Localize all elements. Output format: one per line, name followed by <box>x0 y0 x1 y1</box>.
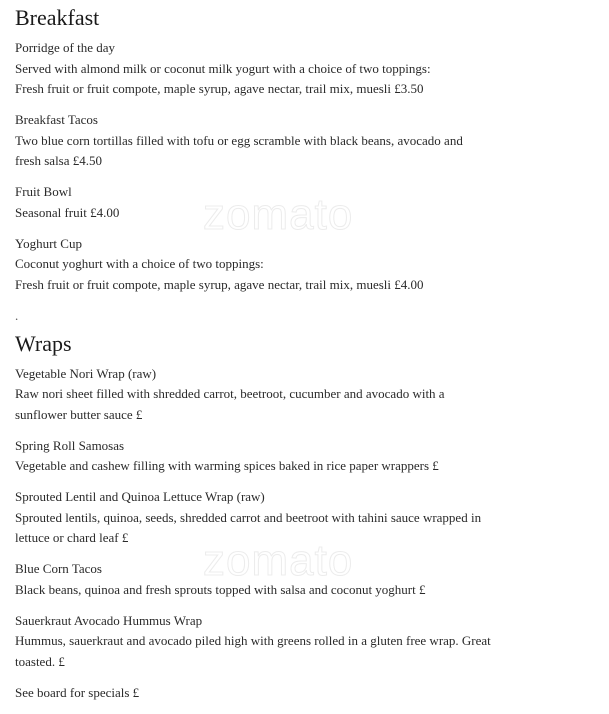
menu-item-name: Porridge of the day <box>15 40 116 55</box>
menu-item-name: Vegetable Nori Wrap (raw) <box>15 365 157 381</box>
menu-item <box>15 559 599 600</box>
menu-item-list <box>15 364 599 704</box>
menu-item-description: Seasonal fruit £4.00 <box>15 204 120 220</box>
menu-section-breakfast <box>15 4 599 326</box>
menu-item-name: Blue Corn Tacos <box>15 561 102 576</box>
menu-item-list <box>15 38 599 295</box>
watermark-text: zomato <box>203 190 354 239</box>
menu-item-description: toasted. £ <box>15 653 65 669</box>
menu-item-description: Sprouted lentils, quinoa, seeds, shredded carrot and beetroot with tahini sauce wrapped in <box>15 509 482 525</box>
menu-item-description: fresh salsa £4.50 <box>15 153 103 168</box>
menu-item-name: Sauerkraut Avocado Hummus Wrap <box>15 612 203 628</box>
menu-item-description: Two blue corn tortillas filled with tofu or egg scramble with black beans, avocado and <box>15 132 463 148</box>
menu-item-description: Hummus, sauerkraut and avocado piled high with greens rolled in a gluten free wrap. Great <box>15 633 491 648</box>
menu-item-name: Fruit Bowl <box>15 184 72 199</box>
menu-item-name: Breakfast Tacos <box>15 112 98 127</box>
section-heading: Wraps <box>15 330 72 356</box>
menu-item-description: lettuce or chard leaf £ <box>15 530 129 545</box>
menu-item <box>15 38 599 100</box>
menu-item-name: Spring Roll Samosas <box>15 437 125 453</box>
menu-item <box>15 182 599 223</box>
menu-item <box>15 611 599 673</box>
menu-item-name: See board for specials £ <box>15 684 140 700</box>
menu-item-name: Sprouted Lentil and Quinoa Lettuce Wrap (raw) <box>15 489 265 504</box>
menu-item-description: sunflower butter sauce £ <box>15 406 143 422</box>
section-separator-dot: . <box>15 307 19 323</box>
section-heading: Breakfast <box>15 5 100 30</box>
menu-item-description: Fresh fruit or fruit compote, maple syrup, agave nectar, trail mix, muesli £3.50 <box>15 81 424 96</box>
menu-page <box>15 4 599 714</box>
menu-item <box>15 436 599 477</box>
menu-item-description: Black beans, quinoa and fresh sprouts topped with salsa and coconut yoghurt £ <box>15 581 426 597</box>
menu-section-wraps <box>15 330 599 704</box>
watermark-text: zomato <box>203 536 354 585</box>
menu-item-description: Served with almond milk or coconut milk yogurt with a choice of two toppings: <box>15 60 431 76</box>
menu-item-description: Coconut yoghurt with a choice of two toppings: <box>15 256 264 271</box>
menu-item-description: Vegetable and cashew filling with warming spices baked in rice paper wrappers £ <box>15 458 439 473</box>
menu-item-name: Yoghurt Cup <box>15 235 82 251</box>
menu-item <box>15 487 599 549</box>
menu-item-description: Fresh fruit or fruit compote, maple syrup, agave nectar, trail mix, muesli £4.00 <box>15 276 424 292</box>
menu-item <box>15 234 599 296</box>
menu-item <box>15 364 599 426</box>
menu-item <box>15 110 599 172</box>
menu-item-description: Raw nori sheet filled with shredded carrot, beetroot, cucumber and avocado with a <box>15 386 445 401</box>
